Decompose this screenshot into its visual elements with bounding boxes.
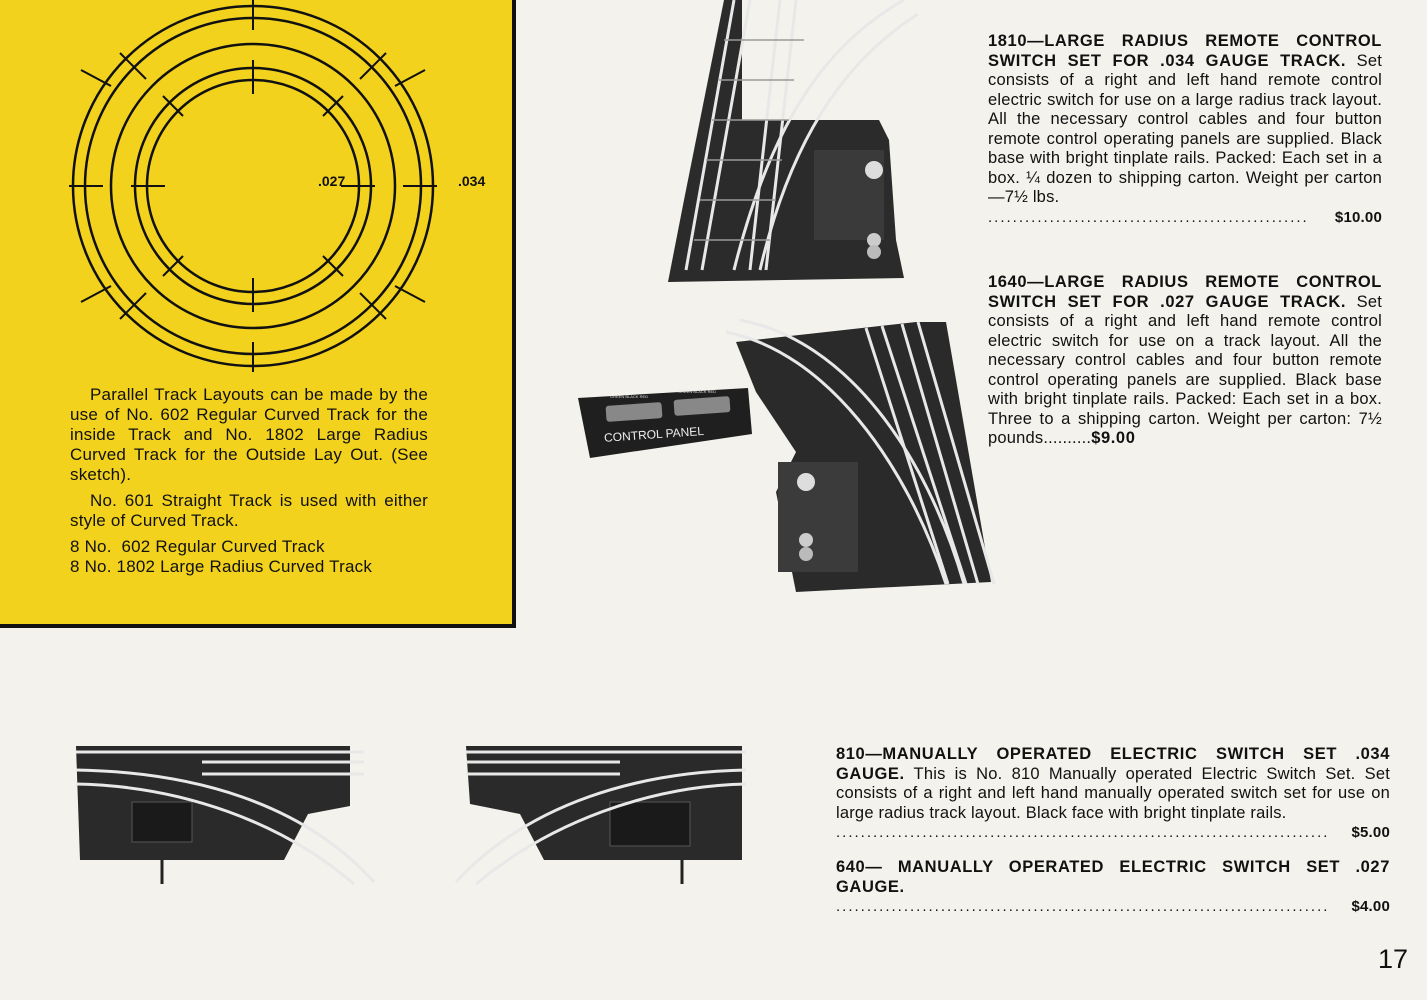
- product-640-price: $4.00: [1351, 898, 1390, 915]
- parallel-list-item: 8 No. 602 Regular Curved Track: [70, 537, 325, 556]
- switch-810-right-photo: [450, 742, 762, 892]
- product-1810-title: 1810—LARGE RADIUS REMOTE CONTROL SWITCH SET FOR .034 GAUGE TRACK.: [988, 32, 1382, 70]
- control-panel-button-label: GREEN BLACK RED: [610, 394, 649, 399]
- product-810: [836, 745, 1390, 843]
- product-1640-title: 1640—LARGE RADIUS REMOTE CONTROL SWITCH SET FOR .027 GAUGE TRACK.: [988, 273, 1382, 311]
- product-640-title: 640— MANUALLY OPERATED ELECTRIC SWITCH SET .027 GAUGE.: [836, 858, 1390, 896]
- outer-gauge-label: .034: [458, 173, 486, 189]
- product-1810-price: $10.00: [1334, 208, 1382, 226]
- control-panel-label: CONTROL PANEL: [603, 423, 705, 445]
- product-1640: [988, 273, 1382, 449]
- parallel-track-description: [70, 385, 428, 577]
- control-panel-photo: [570, 384, 755, 462]
- control-panel-button-label: GREEN BLACK RED: [678, 389, 717, 394]
- price-dots: ....................................................: [988, 208, 1309, 226]
- product-1640-body: Set consists of a right and left hand remote control electric switch for use on a track layout. All the necessary control cables and four button remote control operating panels are supplied. Black base with bright tinplate rails. Packed: Each set in a box. Three to a shipping carton. Weight per carton: 7½ pounds: [988, 292, 1382, 447]
- inner-gauge-label: .027: [318, 173, 346, 189]
- product-1810-body: Set consists of a right and left hand remote control electric switch for use on a large radius track layout. All the necessary control cables and four button remote control operating panels are supplied. Black base with bright tinplate rails. Packed: Each set in a box. ¼ dozen to shipping carton. Weight per carton—7½ lbs.: [988, 51, 1382, 206]
- switch-1640-photo: [716, 312, 1012, 596]
- parallel-track-diagram: [55, 0, 485, 372]
- product-1640-price: $9.00: [1091, 429, 1136, 447]
- switch-810-left-photo: [72, 742, 384, 892]
- parallel-paragraph-2: No. 601 Straight Track is used with either style of Curved Track.: [70, 491, 428, 530]
- parallel-paragraph-1: Parallel Track Layouts can be made by the use of No. 602 Regular Curved Track for the inside Track and No. 1802 Large Radius Curved Track for the Outside Lay Out. (See sketch).: [70, 385, 428, 484]
- switch-1810-photo: [664, 0, 918, 284]
- product-640: [836, 858, 1390, 917]
- product-810-price: $5.00: [1351, 824, 1390, 841]
- parallel-track-panel: [0, 0, 516, 628]
- product-1810: [988, 32, 1382, 227]
- product-810-price-line: [836, 823, 1390, 843]
- price-dots: ..........: [1043, 429, 1092, 447]
- page-number: 17: [1378, 944, 1409, 974]
- product-810-body: This is No. 810 Manually operated Electric Switch Set. Set consists of a right and left hand manually operated switch set for use on large radius track layout. Black face with bright tinplate rails.: [836, 764, 1390, 822]
- product-1810-price-line: [988, 208, 1382, 228]
- product-810-title: 810—MANUALLY OPERATED ELECTRIC SWITCH SET .034 GAUGE.: [836, 745, 1390, 783]
- product-640-price-line: [836, 897, 1390, 917]
- parallel-list-item: 8 No. 1802 Large Radius Curved Track: [70, 557, 373, 576]
- price-dots: ................................................................................: [836, 898, 1330, 915]
- price-dots: ................................................................................: [836, 824, 1330, 841]
